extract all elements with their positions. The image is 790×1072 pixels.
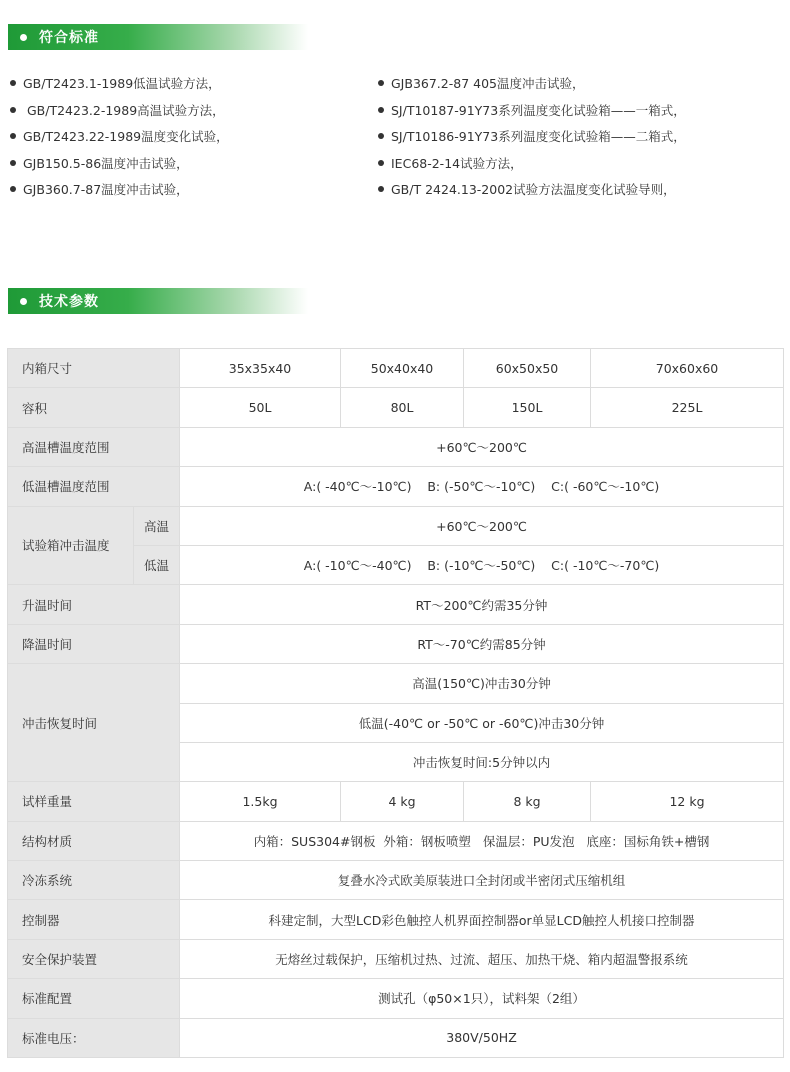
cell-value: 80L	[341, 388, 464, 427]
standards-section-title: 符合标准	[39, 30, 99, 46]
cell-value: +60℃～200℃	[180, 506, 784, 545]
cell-value: RT～-70℃约需85分钟	[180, 624, 784, 663]
cell-value: 225L	[591, 388, 784, 427]
cell-value: A:( -40℃～-10℃) B: (-50℃～-10℃) C:( -60℃～-10℃)	[180, 467, 784, 506]
cell-value: A:( -10℃～-40℃) B: (-10℃～-50℃) C:( -10℃～-70℃)	[180, 545, 784, 584]
bullet-dot-icon	[20, 34, 27, 41]
bullet-icon	[378, 133, 384, 139]
cell-value: 150L	[464, 388, 591, 427]
bullet-icon	[10, 133, 16, 139]
bullet-icon	[10, 186, 16, 192]
cell-value: +60℃～200℃	[180, 427, 784, 466]
table-row	[8, 585, 784, 624]
table-row	[8, 664, 784, 703]
bullet-icon	[378, 186, 384, 192]
bullet-dot-icon	[20, 298, 27, 305]
row-label: 高温槽温度范围	[8, 427, 180, 466]
table-row	[8, 467, 784, 506]
cell-value: 12 kg	[591, 782, 784, 821]
cell-value: 1.5kg	[180, 782, 341, 821]
cell-value: 380V/50HZ	[180, 1018, 784, 1057]
row-label: 试验箱冲击温度	[8, 506, 134, 585]
table-row	[8, 979, 784, 1018]
table-row	[8, 349, 784, 388]
cell-value: 高温(150℃)冲击30分钟	[180, 664, 784, 703]
row-label: 升温时间	[8, 585, 180, 624]
table-row	[8, 900, 784, 939]
standard-item: GJB150.5-86温度冲击试验，	[10, 150, 229, 177]
standard-item: GB/T2423.22-1989温度变化试验，	[10, 123, 229, 150]
cell-value: 4 kg	[341, 782, 464, 821]
row-label: 试样重量	[8, 782, 180, 821]
row-label: 控制器	[8, 900, 180, 939]
table-row	[8, 782, 784, 821]
row-label: 冷冻系统	[8, 861, 180, 900]
cell-value: RT～200℃约需35分钟	[180, 585, 784, 624]
standards-list-left	[10, 70, 229, 203]
table-row	[8, 861, 784, 900]
standard-item: SJ/T10186-91Y73系列温度变化试验箱——二箱式，	[378, 123, 686, 150]
cell-value: 50x40x40	[341, 349, 464, 388]
table-row	[8, 427, 784, 466]
cell-value: 低温(-40℃ or -50℃ or -60℃)冲击30分钟	[180, 703, 784, 742]
cell-value: 8 kg	[464, 782, 591, 821]
standard-item: GB/T 2424.13-2002试验方法温度变化试验导则，	[378, 176, 686, 203]
cell-value: 35x35x40	[180, 349, 341, 388]
params-section-header	[8, 288, 308, 314]
standard-item: GJB360.7-87温度冲击试验，	[10, 176, 229, 203]
bullet-icon	[378, 80, 384, 86]
bullet-icon	[10, 107, 16, 113]
row-label: 容积	[8, 388, 180, 427]
row-label: 标准电压：	[8, 1018, 180, 1057]
table-row	[8, 506, 784, 545]
cell-value: 70x60x60	[591, 349, 784, 388]
cell-value: 内箱：SUS304#钢板 外箱：钢板喷塑 保温层：PU发泡 底座：国标角铁+槽钢	[180, 821, 784, 860]
standard-item: SJ/T10187-91Y73系列温度变化试验箱——一箱式，	[378, 97, 686, 124]
standard-item: GJB367.2-87 405温度冲击试验，	[378, 70, 686, 97]
table-row	[8, 821, 784, 860]
standards-section-header	[8, 24, 308, 50]
row-label: 低温槽温度范围	[8, 467, 180, 506]
bullet-icon	[378, 160, 384, 166]
cell-value: 复叠水冷式欧美原装进口全封闭或半密闭式压缩机组	[180, 861, 784, 900]
table-row	[8, 624, 784, 663]
bullet-icon	[378, 107, 384, 113]
row-label: 安全保护装置	[8, 939, 180, 978]
row-label: 降温时间	[8, 624, 180, 663]
bullet-icon	[10, 160, 16, 166]
cell-value: 冲击恢复时间:5分钟以内	[180, 742, 784, 781]
table-row	[8, 388, 784, 427]
spec-table	[7, 348, 784, 1058]
bullet-icon	[10, 80, 16, 86]
standard-item: GB/T2423.1-1989低温试验方法，	[10, 70, 229, 97]
standard-item: GB/T2423.2-1989高温试验方法，	[10, 97, 229, 124]
table-row	[8, 1018, 784, 1057]
cell-value: 科建定制，大型LCD彩色触控人机界面控制器or单显LCD触控人机接口控制器	[180, 900, 784, 939]
sub-label: 高温	[134, 506, 180, 545]
cell-value: 60x50x50	[464, 349, 591, 388]
standard-item: IEC68-2-14试验方法，	[378, 150, 686, 177]
cell-value: 50L	[180, 388, 341, 427]
table-row	[8, 939, 784, 978]
sub-label: 低温	[134, 545, 180, 584]
params-section-title: 技术参数	[39, 294, 99, 310]
standards-list-right	[378, 70, 686, 203]
row-label: 冲击恢复时间	[8, 664, 180, 782]
row-label: 内箱尺寸	[8, 349, 180, 388]
cell-value: 测试孔（φ50×1只），试料架（2组）	[180, 979, 784, 1018]
cell-value: 无熔丝过载保护，压缩机过热、过流、超压、加热干烧、箱内超温警报系统	[180, 939, 784, 978]
row-label: 结构材质	[8, 821, 180, 860]
row-label: 标准配置	[8, 979, 180, 1018]
